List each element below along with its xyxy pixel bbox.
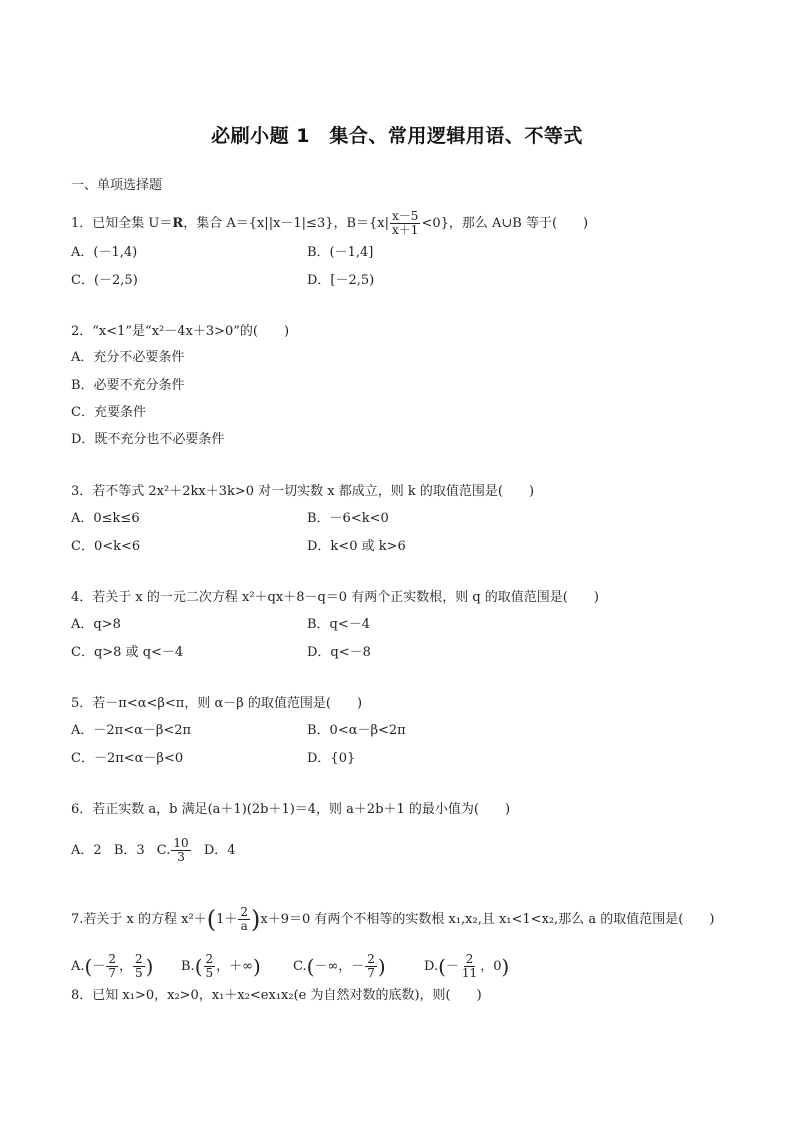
q5-option-d: D．{0} xyxy=(307,751,356,766)
q7-one-plus: 1＋ xyxy=(216,912,238,927)
q1-real-set: R xyxy=(172,216,184,231)
question-7-stem: 7.若关于 x 的方程 x²＋(1＋ $\frac{2}{a}$ )x＋9＝0 有两个不相等的实数根 x₁,x₂,且 x₁<1<x₂,那么 a 的取值范围是( ) xyxy=(71,905,715,934)
q3-option-c: C．0<k<6 xyxy=(71,539,141,554)
q7-option-c-numerator: 2 xyxy=(367,952,375,966)
q7-option-b-rest: ，＋∞ xyxy=(216,959,253,974)
q6-options xyxy=(71,837,236,864)
q7-option-b-numerator: 2 xyxy=(205,952,214,966)
q7-option-a-fraction-2 xyxy=(133,953,145,980)
q1-mid: ，集合 A＝{x||x－1|≤3}，B＝{x| xyxy=(183,216,390,231)
q7-option-c-fraction xyxy=(365,953,377,980)
q6-option-c-denominator: 3 xyxy=(177,850,185,864)
q1-fraction-denominator: x＋1 xyxy=(392,223,419,237)
q7-option-a-denominator-1: 7 xyxy=(108,966,116,980)
q7-option-a-numerator-2: 2 xyxy=(135,952,143,966)
q7-pre: 7.若关于 x 的方程 x²＋ xyxy=(71,912,207,927)
q7-option-b-fraction xyxy=(204,953,216,980)
q7-fraction xyxy=(238,906,250,933)
q7-option-a: A.(－ $\frac{2}{7}$ ， $\frac{2}{5}$ ) xyxy=(71,952,154,980)
q7-option-c-label: C. xyxy=(293,959,307,974)
question-5-stem: 5．若－π<α<β<π，则 α－β 的取值范围是( ) xyxy=(71,696,363,711)
q2-option-c: C．充要条件 xyxy=(71,405,146,420)
q4-option-b: B．q<－4 xyxy=(307,617,371,632)
q2-option-b: B．必要不充分条件 xyxy=(71,378,185,393)
q1-option-d: D．[－2,5) xyxy=(307,273,375,288)
q7-option-d-denominator: 11 xyxy=(461,966,478,980)
q7-option-d-fraction xyxy=(460,953,479,980)
q3-option-b: B．－6<k<0 xyxy=(307,511,389,526)
question-2-stem: 2．“x<1”是“x²－4x＋3>0”的( ) xyxy=(71,324,290,339)
q2-option-a: A．充分不必要条件 xyxy=(71,350,185,365)
q3-option-d: D．k<0 或 k>6 xyxy=(307,539,406,554)
q2-option-d: D．既不充分也不必要条件 xyxy=(71,432,225,447)
section-heading: 一、单项选择题 xyxy=(71,178,163,193)
q7-post: x＋9＝0 有两个不相等的实数根 x₁,x₂,且 x₁<1<x₂,那么 a 的取值范围是( ) xyxy=(260,912,715,927)
q7-option-d-label: D. xyxy=(424,959,439,974)
q6-option-c-numerator: 10 xyxy=(173,836,189,850)
q5-option-b: B．0<α－β<2π xyxy=(307,723,406,738)
q7-fraction-numerator: 2 xyxy=(240,905,248,919)
q1-option-c: C．(－2,5) xyxy=(71,273,138,288)
q7-option-d-rest: ，0 xyxy=(480,959,502,974)
q7-fraction-denominator: a xyxy=(240,919,248,933)
question-1-stem xyxy=(71,210,588,237)
q1-post: <0}，那么 A∪B 等于( ) xyxy=(421,216,589,231)
q4-option-d: D．q<－8 xyxy=(307,645,371,660)
question-8-stem: 8．已知 x₁>0，x₂>0，x₁＋x₂<ex₁x₂(e 为自然对数的底数)，则( ) xyxy=(71,988,482,1003)
q1-fraction xyxy=(390,210,420,237)
q4-option-c: C．q>8 或 q<－4 xyxy=(71,645,184,660)
question-4-stem: 4．若关于 x 的一元二次方程 x²＋qx＋8－q＝0 有两个正实数根，则 q 的取值范围是( ) xyxy=(71,590,599,605)
q1-option-a: A．(－1,4) xyxy=(71,245,138,260)
q1-pre: 1．已知全集 U＝ xyxy=(71,216,173,231)
question-3-stem: 3．若不等式 2x²＋2kx＋3k>0 对一切实数 x 都成立，则 k 的取值范围是( ) xyxy=(71,484,535,499)
page-title: 必刷小题 1 集合、常用逻辑用语、不等式 xyxy=(211,125,583,147)
q7-option-a-label: A. xyxy=(71,959,85,974)
q7-option-a-denominator-2: 5 xyxy=(135,966,143,980)
q7-option-a-numerator-1: 2 xyxy=(108,952,116,966)
q3-option-a: A．0≤k≤6 xyxy=(71,511,140,526)
q7-option-d-numerator: 2 xyxy=(465,952,474,966)
q6-option-c-fraction xyxy=(171,837,190,864)
q7-option-d: D.(－ $\frac{2}{11}$ ，0) xyxy=(424,952,510,980)
q7-option-b-label: B. xyxy=(181,959,195,974)
q1-fraction-numerator: x－5 xyxy=(392,209,419,223)
q6-option-b: B．3 xyxy=(113,843,145,858)
q7-option-c: C.(－∞，－ $\frac{2}{7}$ ) xyxy=(293,952,386,980)
q1-option-b: B．(－1,4] xyxy=(307,245,374,260)
q7-option-c-denominator: 7 xyxy=(367,966,375,980)
q6-option-a: A．2 xyxy=(71,843,102,858)
q5-option-a: A．－2π<α－β<2π xyxy=(71,723,192,738)
q7-option-b-denominator: 5 xyxy=(205,966,214,980)
q5-option-c: C．－2π<α－β<0 xyxy=(71,751,184,766)
q4-option-a: A．q>8 xyxy=(71,617,121,632)
q7-option-c-lead: －∞，－ xyxy=(314,959,365,974)
q7-option-b: B.( $\frac{2}{5}$ ，＋∞) xyxy=(181,952,261,980)
q7-option-a-fraction-1 xyxy=(106,953,118,980)
q6-option-d: D．4 xyxy=(203,843,236,858)
q6-option-c-label: C. xyxy=(156,843,171,858)
question-6-stem: 6．若正实数 a，b 满足(a＋1)(2b＋1)＝4，则 a＋2b＋1 的最小值为( ) xyxy=(71,802,511,817)
